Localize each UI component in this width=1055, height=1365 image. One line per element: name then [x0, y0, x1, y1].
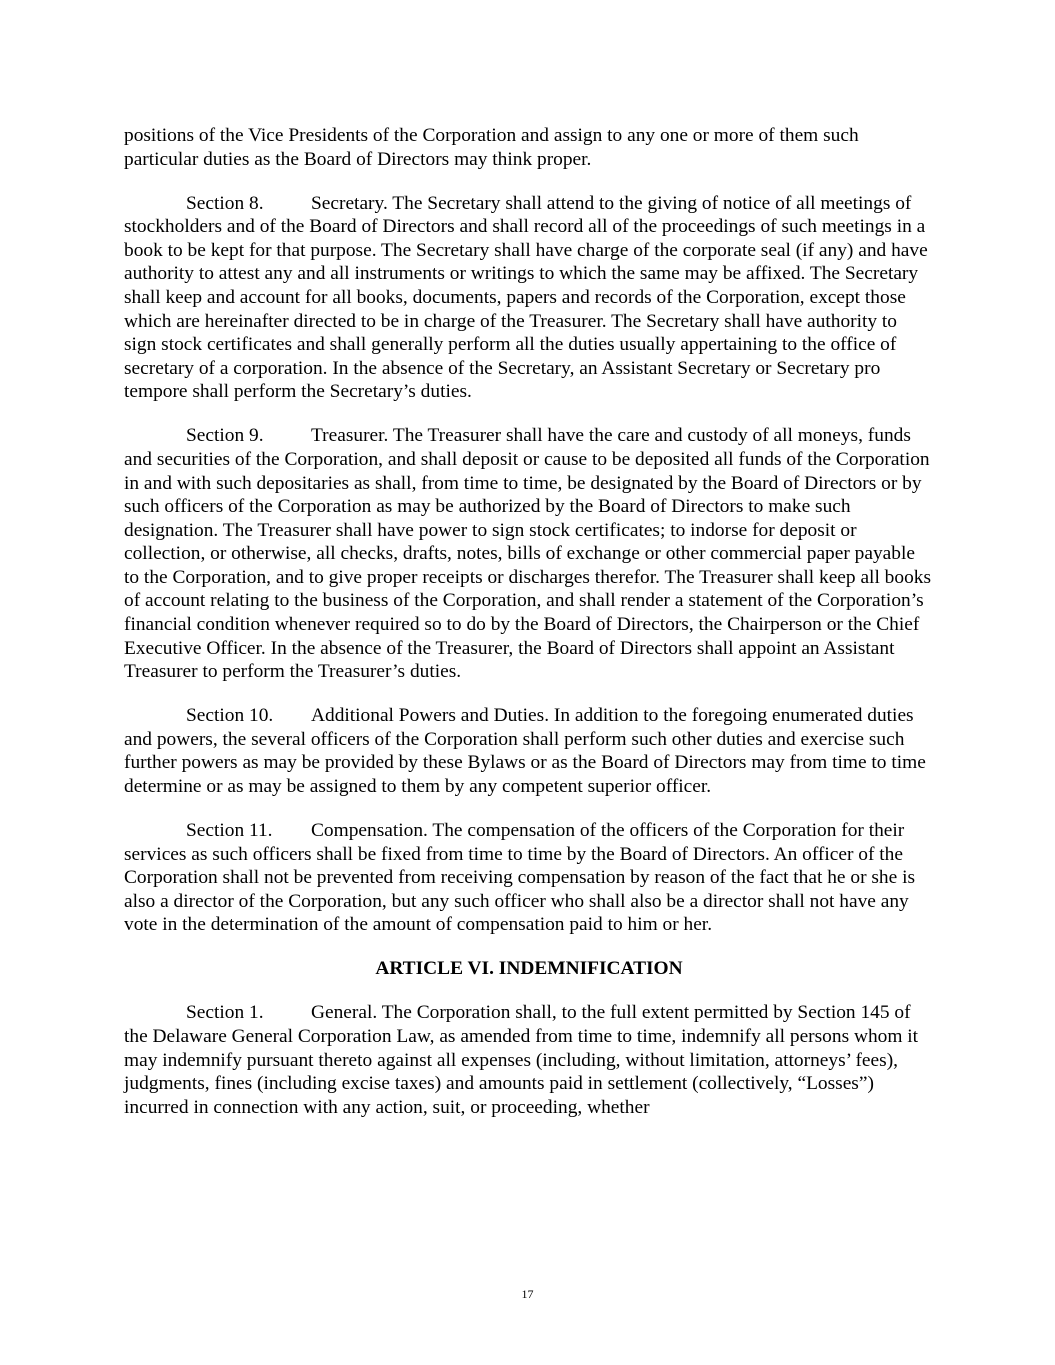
article-vi-section-1-number: Section 1. [186, 1002, 264, 1024]
section-9-text: Treasurer. The Treasurer shall have the care and custody of all moneys, funds and securities of the Corporation, and shall deposit or cause to be deposited all funds of the Corporation in and with such depositaries as shall, from time to time, be designated by the Board of Directors or by such officers of the Corporation as may be authorized by the Board of Directors to make such designation. The Treasurer shall have power to sign stock certificates; to indorse for deposit or collection, or otherwise, all checks, drafts, notes, bills of exchange or other commercial paper payable to the Corporation, and to give proper receipts or discharges therefor. The Treasurer shall keep all books of account relating to the business of the Corporation, and shall render a statement of the Corporation’s financial condition whenever required so to do by the Board of Directors, the Chairperson or the Chief Executive Officer. In the absence of the Treasurer, the Board of Directors shall appoint an Assistant Treasurer to perform the Treasurer’s duties. [124, 425, 932, 683]
intro-paragraph: positions of the Vice Presidents of the Corporation and assign to any one or more of them such particular duties as the Board of Directors may think proper. [124, 125, 859, 170]
section-8-text: Secretary. The Secretary shall attend to the giving of notice of all meetings of stockholders and of the Board of Directors and shall record all of the proceedings of such meetings in a book to be kept for that purpose. The Secretary shall have charge of the corporate seal (if any) and have authority to attest any and all instruments or writings to which the same may be affixed. The Secretary shall keep and account for all books, documents, papers and records of the Corporation, except those which are hereinafter directed to be in charge of the Treasurer. The Secretary shall have authority to sign stock certificates and shall generally perform all the duties usually appertaining to the office of secretary of a corporation. In the absence of the Secretary, an Assistant Secretary or Secretary pro tempore shall perform the Secretary’s duties. [124, 192, 928, 403]
section-10-number: Section 10. [186, 705, 274, 727]
section-10-paragraph [124, 704, 934, 798]
section-9-paragraph [124, 424, 934, 684]
section-11-number: Section 11. [186, 820, 273, 841]
section-9-number: Section 9. [186, 425, 264, 447]
section-11-paragraph [124, 819, 934, 937]
article-vi-section-1-paragraph [124, 1001, 934, 1119]
section-10-text: Additional Powers and Duties. In addition to the foregoing enumerated duties and powers, the several officers of the Corporation shall perform such other duties and exercise such further powers as may be provided by these Bylaws or as the Board of Directors may from time to time determine or as may be assigned to them by any competent superior officer. [124, 705, 926, 798]
section-8-paragraph [124, 192, 934, 404]
page-number: 17 [521, 1287, 534, 1301]
document-page [124, 124, 934, 1140]
section-8-number: Section 8. [186, 192, 264, 214]
section-11-text: Compensation. The compensation of the officers of the Corporation for their services as such officers shall be fixed from time to time by the Board of Directors. An officer of the Corporation shall not be prevented from receiving compensation by reason of the fact that he or she is also a director of the Corporation, but any such officer who shall also be a director shall not have any vote in the determination of the amount of compensation paid to him or her. [124, 820, 916, 936]
article-vi-section-1-text: General. The Corporation shall, to the full extent permitted by Section 145 of the Delaware General Corporation Law, as amended from time to time, indemnify all persons whom it may indemnify pursuant thereto against all expenses (including, without limitation, attorneys’ fees), judgments, fines (including excise taxes) and amounts paid in settlement (collectively, “Losses”) incurred in connection with any action, suit, or proceeding, whether [124, 1002, 919, 1118]
article-heading: ARTICLE VI. INDEMNIFICATION [375, 958, 683, 980]
